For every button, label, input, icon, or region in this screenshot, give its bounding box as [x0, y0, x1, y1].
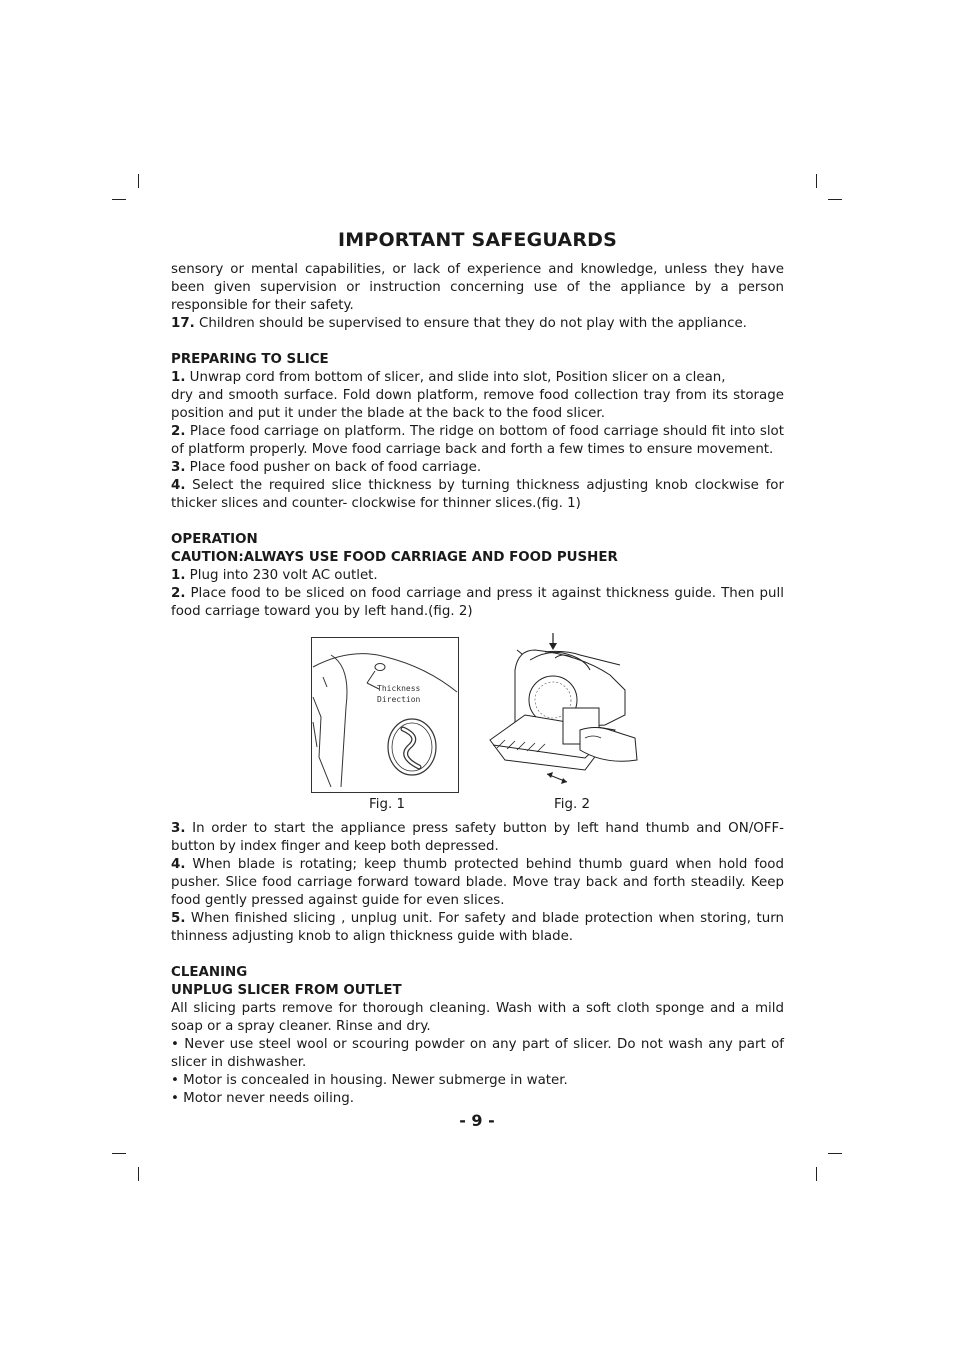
cleaning-paragraph: All slicing parts remove for thorough cleaning. Wash with a soft cloth sponge and a mild soap or a spray cleaner. Rinse and dry. — [171, 1001, 784, 1034]
item-number: 17. — [171, 316, 195, 331]
operation-caution: CAUTION:ALWAYS USE FOOD CARRIAGE AND FOOD PUSHER — [171, 550, 618, 565]
thickness-label-line2: Direction — [377, 695, 421, 704]
item-17 — [171, 315, 784, 333]
item-number: 3. — [171, 460, 186, 475]
operation-item-1 — [171, 567, 784, 585]
operation-heading: OPERATION — [171, 532, 258, 547]
item-text: Unwrap cord from bottom of slicer, and slide into slot, Position slicer on a clean, — [185, 370, 726, 385]
item-number: 5. — [171, 911, 186, 926]
item-text: Place food to be sliced on food carriage and press it against thickness guide. Then pull food carriage toward you by left hand.(fig. 2) — [171, 586, 784, 619]
crop-mark-bottom-left-v — [138, 1167, 139, 1181]
crop-mark-bottom-right-h — [828, 1153, 842, 1154]
figure-1-thickness-knob — [311, 637, 459, 793]
crop-mark-bottom-left-h — [112, 1153, 126, 1154]
page-title: IMPORTANT SAFEGUARDS — [337, 229, 618, 251]
crop-mark-top-right-v — [816, 174, 817, 188]
operation-item-3 — [171, 820, 784, 856]
item-number: 2. — [171, 586, 186, 601]
preparing-item-4 — [171, 477, 784, 513]
figure-1-caption: Fig. 1 — [369, 797, 405, 812]
item-number: 3. — [171, 821, 186, 836]
cleaning-bullet-2: • Motor is concealed in housing. Newer submerge in water. — [171, 1073, 568, 1088]
operation-item-2 — [171, 585, 784, 621]
figure-2-slicing-operation — [485, 630, 645, 790]
crop-mark-bottom-right-v — [816, 1167, 817, 1181]
cleaning-subheading: UNPLUG SLICER FROM OUTLET — [171, 983, 402, 998]
thickness-label-line1: Thickness — [377, 684, 421, 693]
crop-mark-top-right-h — [828, 199, 842, 200]
item-number: 1. — [171, 568, 186, 583]
item-text: Plug into 230 volt AC outlet. — [185, 568, 378, 583]
operation-item-4 — [171, 856, 784, 910]
preparing-item-1-continued: dry and smooth surface. Fold down platform, remove food collection tray from its storage position and put it under the blade at the back to the food slicer. — [171, 388, 784, 421]
preparing-item-1 — [171, 369, 784, 387]
item-text: Place food pusher on back of food carriage. — [185, 460, 482, 475]
crop-mark-top-left-h — [112, 199, 126, 200]
page-number: - 9 - — [459, 1111, 495, 1130]
item-text: When finished slicing , unplug unit. For safety and blade protection when storing, turn thinness adjusting knob to align thickness guide with blade. — [171, 911, 784, 944]
cleaning-bullet-1: • Never use steel wool or scouring powder on any part of slicer. Do not wash any part of slicer in dishwasher. — [171, 1037, 784, 1070]
preparing-item-2 — [171, 423, 784, 459]
item-text: In order to start the appliance press safety button by left hand thumb and ON/OFF-button by index finger and keep both depressed. — [171, 821, 784, 854]
item-text: Select the required slice thickness by turning thickness adjusting knob clockwise for thicker slices and counter- clockwise for thinner slices.(fig. 1) — [171, 478, 784, 511]
item-number: 4. — [171, 857, 186, 872]
item-number: 4. — [171, 478, 186, 493]
item-number: 1. — [171, 370, 186, 385]
preparing-heading: PREPARING TO SLICE — [171, 352, 329, 367]
crop-mark-top-left-v — [138, 174, 139, 188]
cleaning-bullet-3: • Motor never needs oiling. — [171, 1091, 355, 1106]
figure-2-caption: Fig. 2 — [554, 797, 590, 812]
intro-paragraph: sensory or mental capabilities, or lack of experience and knowledge, unless they have been given supervision or instruction concerning use of the appliance by a person responsible for their safety. — [171, 262, 784, 313]
item-text: When blade is rotating; keep thumb protected behind thumb guard when hold food pusher. Slice food carriage forward toward blade. Move tray back and forth steadily. Keep food gently pressed against guide for even slices. — [171, 857, 784, 908]
cleaning-heading: CLEANING — [171, 965, 248, 980]
item-number: 2. — [171, 424, 186, 439]
preparing-item-3 — [171, 459, 784, 477]
item-text: Place food carriage on platform. The ridge on bottom of food carriage should fit into slot of platform properly. Move food carriage back and forth a few times to ensure movement. — [171, 424, 784, 457]
operation-item-5 — [171, 910, 784, 946]
item-text: Children should be supervised to ensure that they do not play with the appliance. — [194, 316, 747, 331]
